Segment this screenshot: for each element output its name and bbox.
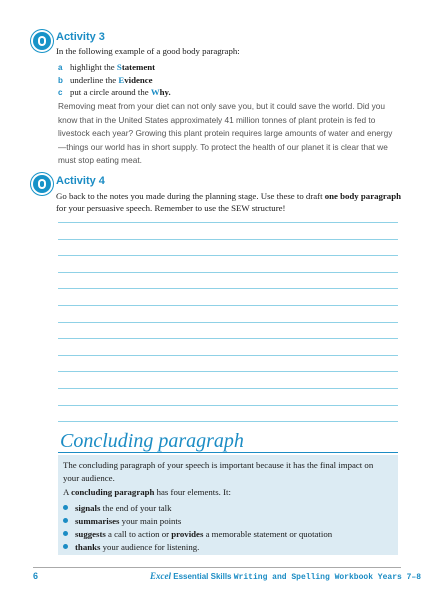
bullet-icon bbox=[63, 518, 68, 523]
section-heading: Concluding paragraph bbox=[60, 430, 244, 452]
concluding-info-box bbox=[58, 455, 398, 555]
concluding-intro: The concluding paragraph of your speech is important because it has the final impact on your audience. bbox=[63, 460, 374, 483]
bullet-icon bbox=[63, 505, 68, 510]
footer-rule bbox=[33, 567, 401, 568]
writing-lines[interactable] bbox=[58, 222, 398, 438]
activity-3-icon bbox=[33, 32, 51, 50]
example-paragraph: Removing meat from your diet can not only save you, but it could save the world. Did you know that in the United States approximately 41 million tonnes of plant protein is fed to livestock each year? Growing this plant protein requires large amounts of water and energy—things our world has in short supply. To protect the health of our planet it is clear that we must stop eating meat. bbox=[58, 101, 393, 165]
page-number: 6 bbox=[33, 571, 39, 581]
activity-3-intro: In the following example of a good body paragraph: bbox=[56, 46, 240, 56]
footer-title: Excel Essential Skills Writing and Spelling Workbook Years 7–8 bbox=[150, 571, 421, 582]
list-item: a highlight the Statement bbox=[58, 62, 156, 72]
activity-3-list bbox=[58, 61, 171, 99]
activity-4-title: Activity 4 bbox=[56, 175, 105, 187]
bullet-icon bbox=[63, 544, 68, 549]
concluding-elements: A concluding paragraph has four elements. It: bbox=[63, 487, 231, 497]
list-item: b underline the Evidence bbox=[58, 74, 153, 85]
list-item: suggests a call to action or provides a memorable statement or quotation bbox=[63, 529, 332, 539]
list-item: thanks your audience for listening. bbox=[63, 542, 199, 552]
activity-3-title: Activity 3 bbox=[56, 31, 105, 43]
list-item: c put a circle around the Why. bbox=[58, 87, 171, 97]
bullet-icon bbox=[63, 531, 68, 536]
heading-rule bbox=[58, 452, 398, 453]
activity-4-icon bbox=[33, 175, 51, 193]
activity-4-instructions: Go back to the notes you made during the planning stage. Use these to draft one body paragraph for your persuasive speech. Remember to use the SEW structure! bbox=[56, 191, 401, 213]
list-item: signals the end of your talk bbox=[63, 503, 172, 513]
list-item: summarises your main points bbox=[63, 516, 181, 526]
